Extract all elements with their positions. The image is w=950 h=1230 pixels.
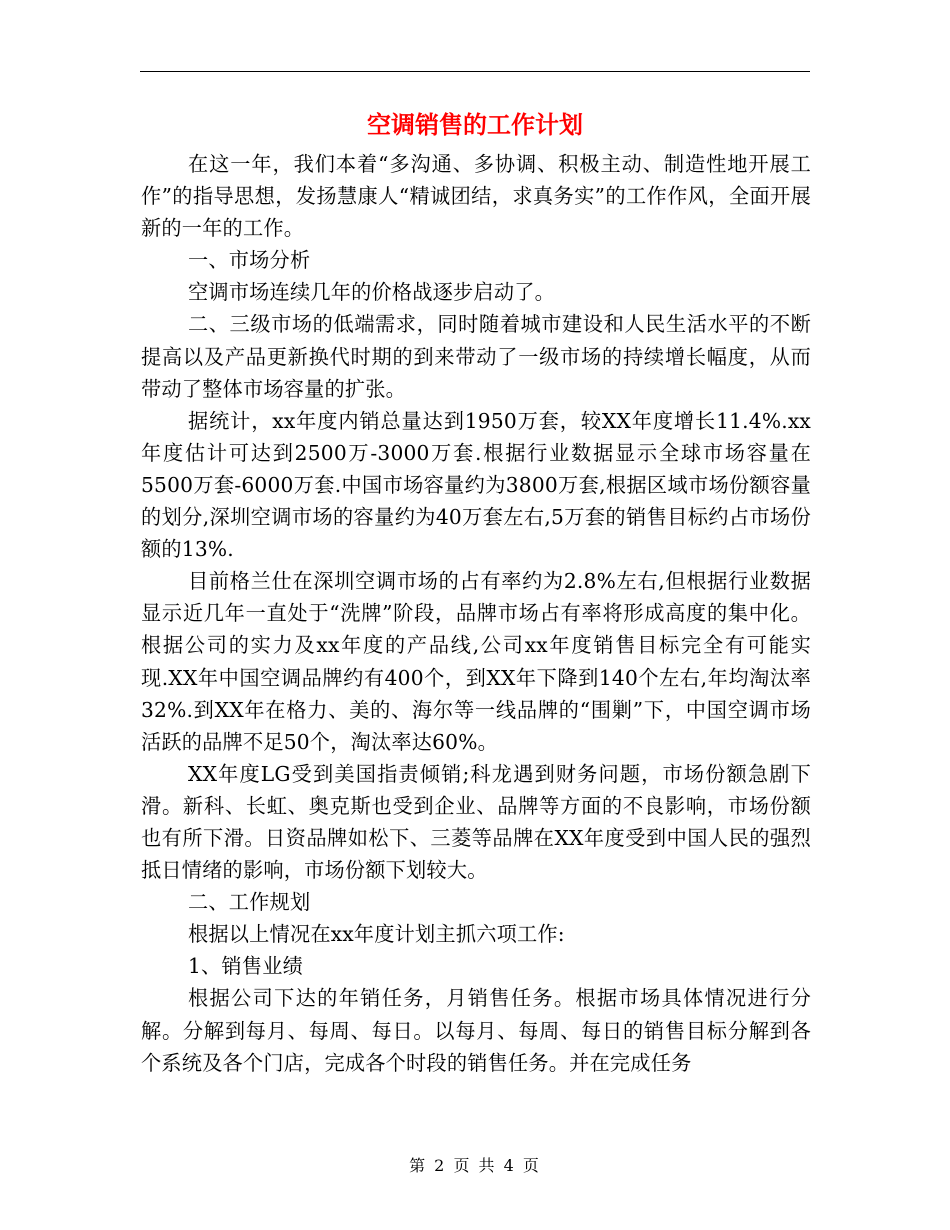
- document-body: [141, 148, 811, 1079]
- paragraph-intro: 在这一年，我们本着“多沟通、多协调、积极主动、制造性地开展工作”的指导思想，发扬慧康人“精诚团结，求真务实”的工作作风，全面开展新的一年的工作。: [141, 152, 811, 241]
- header-rule: [140, 71, 810, 72]
- heading-market-analysis: 一、市场分析: [188, 248, 311, 273]
- page-number: 第 2 页 共 4 页: [409, 1156, 541, 1175]
- paragraph-price-war: 空调市场连续几年的价格战逐步启动了。: [188, 280, 555, 305]
- paragraph-market-share: 目前格兰仕在深圳空调市场的占有率约为2.8%左右,但根据行业数据显示近几年一直处于“洗牌”阶段，品牌市场占有率将形成高度的集中化。根据公司的实力及xx年度的产品线,公司xx年度销售目标完全有可能实现.XX年中国空调品牌约有400个，到XX年下降到140个左右,年均淘汰率32%.到XX年在格力、美的、海尔等一线品牌的“围剿”下，中国空调市场活跃的品牌不足50个，淘汰率达60%。: [141, 569, 811, 754]
- paragraph-statistics: 据统计，xx年度内销总量达到1950万套，较XX年度增长11.4%.xx年度估计可达到2500万-3000万套.根据行业数据显示全球市场容量在5500万套-6000万套.中国市场容量约为3800万套,根据区域市场份额容量的划分,深圳空调市场的容量约为40万套左右,5万套的销售目标约占市场份额的13%.: [141, 408, 811, 562]
- document-title: 空调销售的工作计划: [367, 110, 583, 139]
- heading-sales-performance: 1、销售业绩: [188, 954, 303, 979]
- paragraph-market-demand: 二、三级市场的低端需求，同时随着城市建设和人民生活水平的不断提高以及产品更新换代时期的到来带动了一级市场的持续增长幅度，从而带动了整体市场容量的扩张。: [141, 312, 811, 401]
- paragraph-competitors: XX年度LG受到美国指责倾销;科龙遇到财务问题，市场份额急剧下滑。新科、长虹、奥克斯也受到企业、品牌等方面的不良影响，市场份额也有所下滑。日资品牌如松下、三菱等品牌在XX年度受到中国人民的强烈抵日情绪的影响，市场份额下划较大。: [141, 761, 811, 883]
- paragraph-plan-intro: 根据以上情况在xx年度计划主抓六项工作:: [188, 922, 565, 947]
- paragraph-sales-tasks: 根据公司下达的年销任务，月销售任务。根据市场具体情况进行分解。分解到每月、每周、每日。以每月、每周、每日的销售目标分解到各个系统及各个门店，完成各个时段的销售任务。并在完成任务: [141, 986, 811, 1075]
- heading-work-plan: 二、工作规划: [188, 890, 311, 915]
